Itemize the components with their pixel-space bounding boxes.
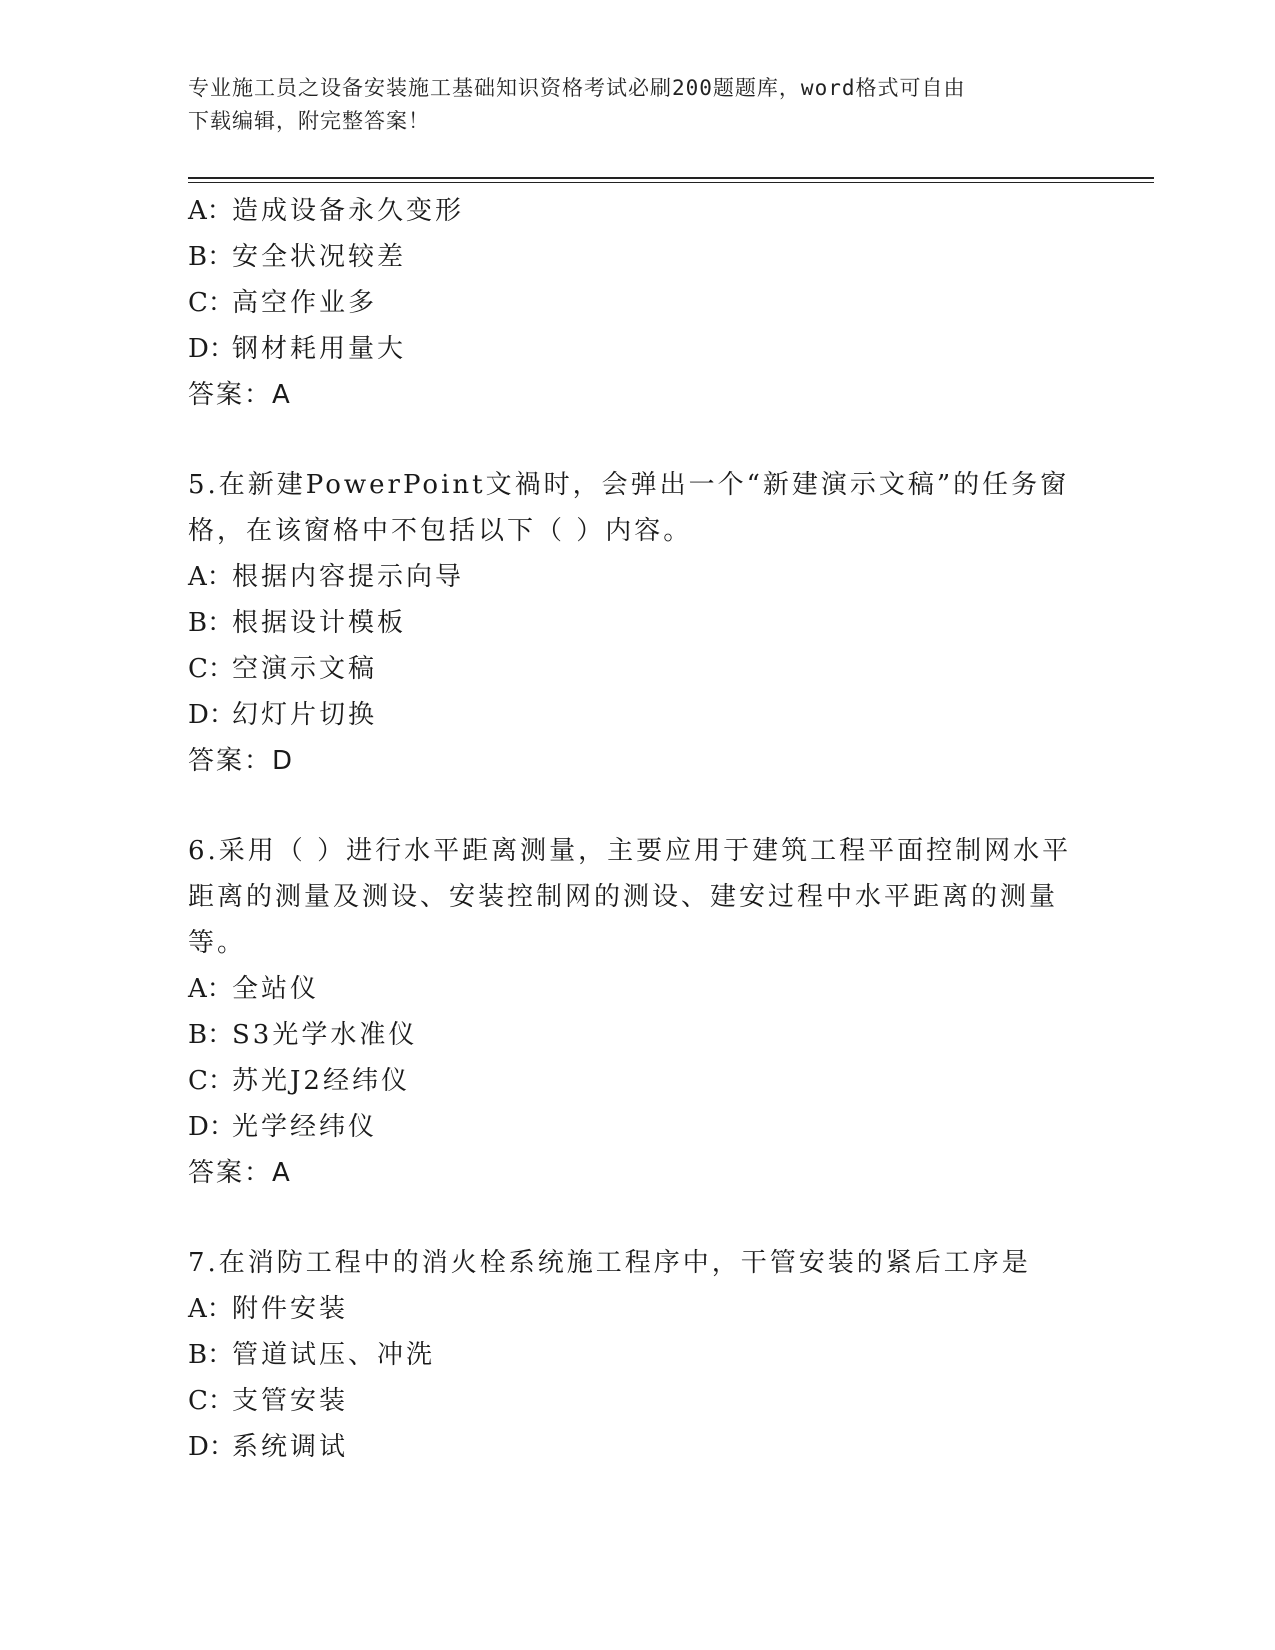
- header-rule-thin: [188, 182, 1154, 183]
- option-c: [188, 280, 1088, 326]
- option-key: C：: [188, 1386, 234, 1416]
- option-c: [188, 646, 1088, 692]
- option-text: 根据设计模板: [232, 608, 407, 638]
- option-c: [188, 1058, 1088, 1104]
- option-text: 系统调试: [232, 1432, 349, 1462]
- stem-line-1: 6.采用（ ）进行水平距离测量，主要应用于建筑工程平面控制网水平: [188, 836, 1072, 866]
- stem-line-1: 5.在新建PowerPoint文禍时，会弹出一个“新建演示文稿”的任务窗: [188, 470, 1070, 500]
- option-d: [188, 326, 1088, 372]
- option-text: 苏光J2经纬仪: [232, 1066, 410, 1096]
- option-key: D：: [188, 1432, 235, 1462]
- option-text: 光学经纬仪: [232, 1112, 378, 1142]
- option-b: [188, 1332, 1088, 1378]
- option-a: [188, 554, 1088, 600]
- question-7: [188, 1240, 1088, 1470]
- option-text: 高空作业多: [232, 288, 378, 318]
- answer-line: 答案：A: [188, 1158, 292, 1188]
- option-key: A：: [188, 562, 233, 592]
- question-6: [188, 828, 1088, 1196]
- option-key: A：: [188, 196, 233, 226]
- option-b: [188, 234, 1088, 280]
- question-5: [188, 462, 1088, 784]
- option-text: 空演示文稿: [232, 654, 378, 684]
- option-text: 根据内容提示向导: [232, 562, 465, 592]
- option-key: C：: [188, 288, 234, 318]
- option-key: A：: [188, 1294, 233, 1324]
- question-stem: [188, 828, 1088, 966]
- option-key: D：: [188, 1112, 235, 1142]
- question-4: [188, 188, 1088, 418]
- option-d: [188, 1104, 1088, 1150]
- question-list: [188, 188, 1088, 1470]
- option-text: 支管安装: [232, 1386, 349, 1416]
- option-key: C：: [188, 1066, 234, 1096]
- spacer: [188, 1196, 1088, 1240]
- answer-line: 答案：A: [188, 380, 292, 410]
- spacer: [188, 418, 1088, 462]
- header-line-1: 专业施工员之设备安装施工基础知识资格考试必刷200题题库，word格式可自由: [188, 76, 966, 100]
- stem-line-2: 格，在该窗格中不包括以下（ ）内容。: [188, 516, 693, 546]
- option-key: B：: [188, 1020, 234, 1050]
- option-text: 安全状况较差: [232, 242, 407, 272]
- option-d: [188, 1424, 1088, 1470]
- option-key: D：: [188, 334, 235, 364]
- option-text: 造成设备永久变形: [232, 196, 465, 226]
- option-d: [188, 692, 1088, 738]
- stem-line-2: 距离的测量及测设、安装控制网的测设、建安过程中水平距离的测量: [188, 882, 1059, 912]
- header-line-2: 下载编辑，附完整答案！: [188, 109, 430, 133]
- answer-line: 答案：D: [188, 746, 295, 776]
- option-text: 管道试压、冲洗: [232, 1340, 436, 1370]
- option-b: [188, 600, 1088, 646]
- header-rule-thick: [188, 177, 1154, 179]
- option-key: D：: [188, 700, 235, 730]
- option-b: [188, 1012, 1088, 1058]
- question-stem: [188, 1240, 1088, 1286]
- option-key: B：: [188, 1340, 234, 1370]
- option-key: B：: [188, 242, 234, 272]
- option-a: [188, 1286, 1088, 1332]
- option-key: B：: [188, 608, 234, 638]
- question-stem: [188, 462, 1088, 554]
- option-text: 钢材耗用量大: [232, 334, 407, 364]
- option-text: 全站仪: [232, 974, 320, 1004]
- option-a: [188, 966, 1088, 1012]
- option-text: S3光学水准仪: [232, 1020, 418, 1050]
- document-header: [188, 72, 1068, 138]
- option-key: C：: [188, 654, 234, 684]
- stem-line-1: 7.在消防工程中的消火栓系统施工程序中，干管安装的紧后工序是: [188, 1248, 1031, 1278]
- option-a: [188, 188, 1088, 234]
- option-text: 幻灯片切换: [232, 700, 378, 730]
- spacer: [188, 784, 1088, 828]
- option-c: [188, 1378, 1088, 1424]
- stem-line-3: 等。: [188, 928, 247, 958]
- option-text: 附件安装: [232, 1294, 349, 1324]
- option-key: A：: [188, 974, 233, 1004]
